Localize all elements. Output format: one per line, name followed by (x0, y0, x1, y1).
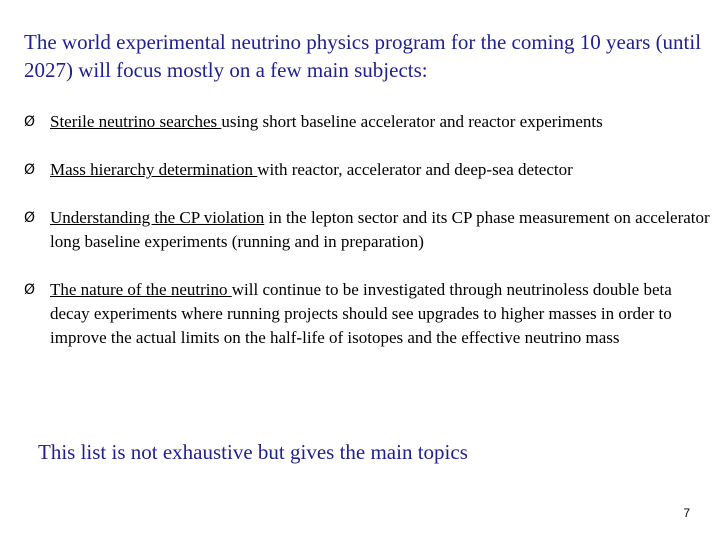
bullet-underlined-text: Mass hierarchy determination (50, 160, 258, 179)
bullet-underlined-text: Understanding the CP violation (50, 208, 265, 227)
bullet-text (50, 278, 714, 350)
slide-title: The world experimental neutrino physics program for the coming 10 years (until 2027) will focus mostly on a few main subjects: (24, 30, 702, 82)
page-number: 7 (683, 506, 690, 520)
bullet-underlined-text: The nature of the neutrino (50, 280, 232, 299)
arrow-bullet-icon: Ø (24, 114, 36, 130)
closing-note: This list is not exhaustive but gives the main topics (38, 440, 468, 464)
arrow-bullet-icon: Ø (24, 282, 36, 298)
bullet-underlined-text: Sterile neutrino searches (50, 112, 222, 131)
bullet-rest-text: in the lepton sector and its CP phase measurement on accelerator long baseline experiments (running and in preparation) (50, 208, 710, 251)
bullet-rest-text: will continue to be investigated through neutrinoless double beta decay experiments where running projects should see upgrades to higher masses in order to improve the actual limits on the half-life of isotopes and the effective neutrino mass (50, 280, 672, 347)
arrow-bullet-icon: Ø (24, 210, 36, 226)
bullet-text (50, 158, 714, 182)
bullet-rest-text: with reactor, accelerator and deep-sea detector (257, 160, 573, 179)
bullet-rest-text: using short baseline accelerator and reactor experiments (221, 112, 603, 131)
bullet-text (50, 110, 714, 134)
arrow-bullet-icon: Ø (24, 162, 36, 178)
bullet-text (50, 206, 714, 254)
